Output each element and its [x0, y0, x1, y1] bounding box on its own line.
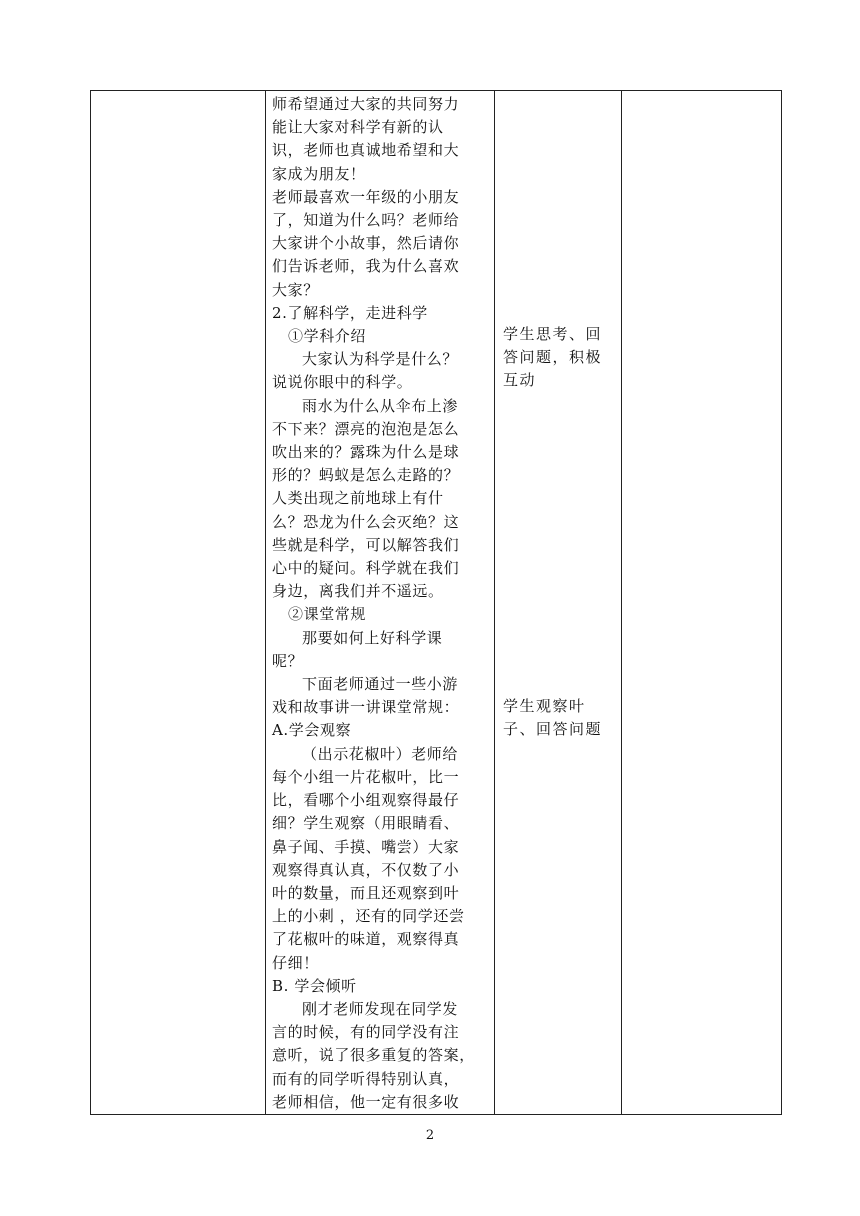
page-number: 2 [425, 1128, 435, 1143]
table-cell-empty-left [91, 91, 266, 1115]
text-line: 识，老师也真诚地希望和大 [272, 141, 460, 160]
text-line: 每个小组一片花椒叶，比一 [272, 767, 460, 786]
text-line: 形的？蚂蚁是怎么走路的？ [272, 466, 460, 485]
text-line: 老师相信，他一定有很多收 [272, 1092, 460, 1111]
text-line: 那要如何上好科学课 [302, 628, 443, 647]
text-line: 言的时候，有的同学没有注 [272, 1023, 460, 1042]
student-activity-block-2 [495, 393, 621, 741]
text-line: 师希望通过大家的共同努力 [272, 95, 460, 113]
text-line: 意听，说了很多重复的答案， [272, 1046, 475, 1065]
subsection-heading: ②课堂常规 [288, 605, 367, 624]
text-line: 大家认为科学是什么？ [302, 350, 459, 369]
text-line: 吹出来的？露珠为什么是球 [272, 443, 460, 462]
text-line: 叶的数量，而且还观察到叶 [272, 883, 460, 902]
text-line: 心中的疑问。科学就在我们 [272, 559, 460, 578]
text-line: 说说你眼中的科学。 [272, 373, 413, 392]
text-line: （出示花椒叶）老师给 [302, 744, 459, 763]
lesson-plan-table [90, 90, 782, 1115]
section-heading: 2.了解科学，走进科学 [272, 303, 428, 322]
text-line: 观察得真认真，不仅数了小 [272, 860, 460, 879]
text-line: 家成为朋友！ [272, 164, 366, 183]
text-line: 戏和故事讲一讲课堂常规： [272, 698, 460, 717]
text-line: 细？学生观察（用眼睛看、 [272, 814, 460, 833]
text-line: 不下来？漂亮的泡泡是怎么 [272, 419, 460, 438]
text-line: 了，知道为什么吗？老师给 [272, 211, 460, 230]
text-line: 了花椒叶的味道，观察得真 [272, 930, 460, 949]
text-line: 能让大家对科学有新的认 [272, 118, 444, 137]
text-line: 刚才老师发现在同学发 [302, 999, 459, 1018]
table-row [91, 91, 782, 1115]
table-cell-empty-right [622, 91, 782, 1115]
text-line: 子、回答问题 [503, 719, 603, 738]
text-line: 些就是科学，可以解答我们 [272, 535, 460, 554]
teacher-activity-cell [266, 91, 495, 1115]
text-line: 么？恐龙为什么会灭绝？这 [272, 512, 460, 531]
text-line: 上的小刺 ，还有的同学还尝 [272, 907, 465, 926]
text-line: 人类出现之前地球上有什 [272, 489, 444, 508]
text-line: 比，看哪个小组观察得最仔 [272, 791, 460, 810]
text-line: 雨水为什么从伞布上渗 [302, 396, 459, 415]
text-line: 而有的同学听得特别认真， [272, 1069, 460, 1088]
text-line: 下面老师通过一些小游 [302, 675, 459, 694]
text-line: 身边，离我们并不遥远。 [272, 582, 444, 601]
text-line: 仔细！ [272, 953, 319, 972]
student-activity-block-1 [495, 91, 621, 393]
subsection-heading: ①学科介绍 [288, 327, 367, 346]
item-heading: B. 学会倾听 [272, 976, 357, 995]
text-line: 老师最喜欢一年级的小朋友 [272, 187, 460, 206]
text-line: 互动 [503, 371, 537, 390]
teacher-activity-text [266, 91, 494, 1114]
text-line: 大家讲个小故事，然后请你 [272, 234, 460, 253]
text-line: 呢？ [272, 651, 304, 670]
text-line: 学生观察叶 [503, 696, 586, 715]
text-line: 答问题，积极 [503, 348, 603, 367]
text-line: 们告诉老师，我为什么喜欢 [272, 257, 460, 276]
text-line: 学生思考、回 [503, 325, 603, 343]
item-heading: A.学会观察 [272, 721, 352, 740]
text-line: 大家？ [272, 280, 319, 299]
student-activity-cell [495, 91, 622, 1115]
text-line: 鼻子闻、手摸、嘴尝）大家 [272, 837, 460, 856]
